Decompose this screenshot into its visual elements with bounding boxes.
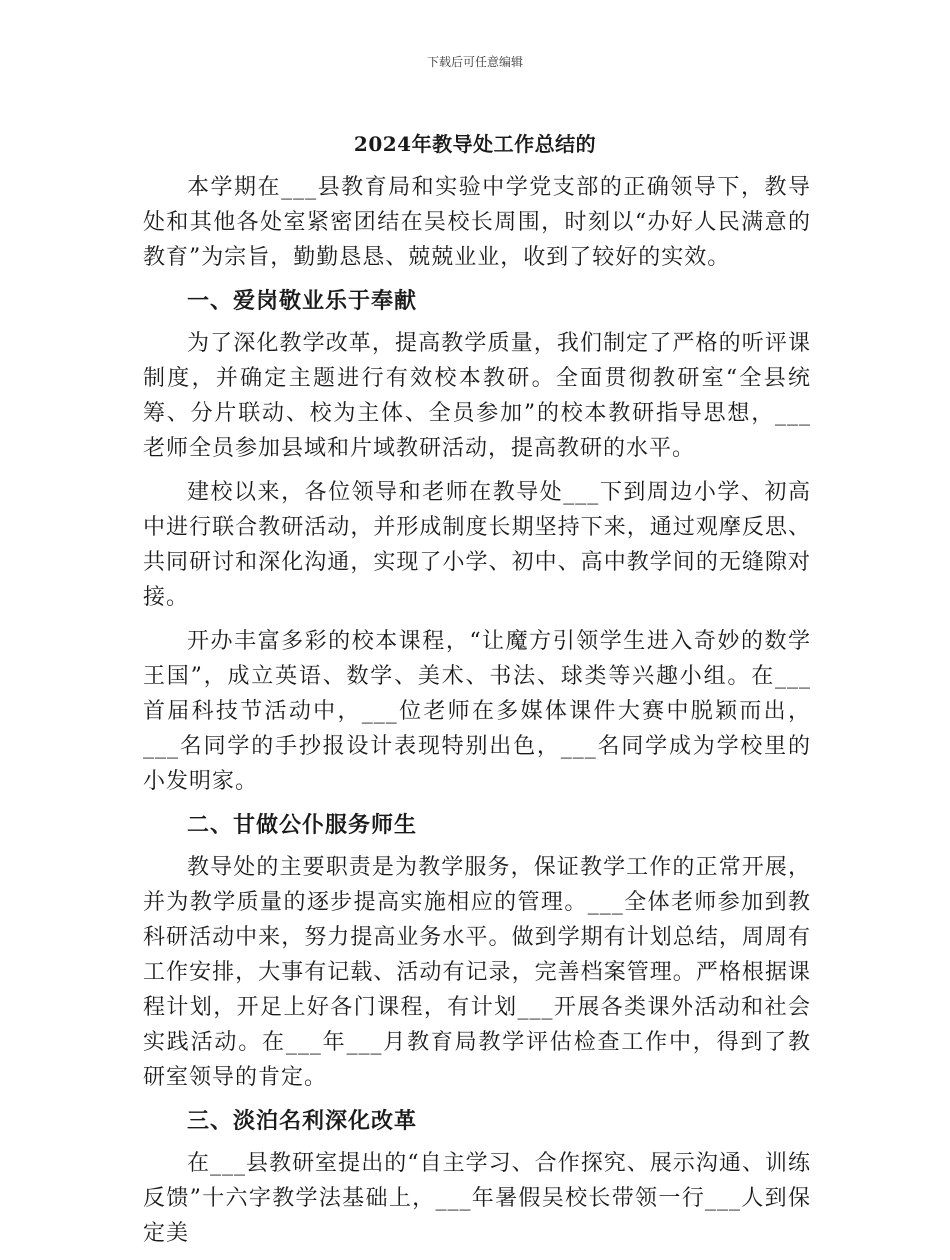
paragraph: 在___县教研室提出的“自主学习、合作探究、展示沟通、训练反馈”十六字教学法基础上，___年暑假吴校长带领一行___人到保定美 bbox=[143, 1151, 811, 1246]
paragraph: 为了深化教学改革，提高教学质量，我们制定了严格的听评课制度，并确定主题进行有效校本教研。全面贯彻教研室“全县统筹、分片联动、校为主体、全员参加”的校本教研指导思想，___老师全员参加县域和片域教研活动，提高教研的水平。 bbox=[143, 331, 811, 461]
section-heading-3: 三、淡泊名利深化改革 bbox=[187, 1108, 418, 1134]
paragraph: 开办丰富多彩的校本课程，“让魔方引领学生进入奇妙的数学王国”，成立英语、数学、美术、书法、球类等兴趣小组。在___首届科技节活动中，___位老师在多媒体课件大赛中脱颖而出，___名同学的手抄报设计表现特别出色，___名同学成为学校里的小发明家。 bbox=[143, 629, 811, 794]
document-title: 2024年教导处工作总结的 bbox=[353, 132, 597, 156]
section-heading-2: 二、甘做公仆服务师生 bbox=[187, 812, 418, 838]
paragraph: 建校以来，各位领导和老师在教导处___下到周边小学、初高中进行联合教研活动，并形成制度长期坚持下来，通过观摩反思、共同研讨和深化沟通，实现了小学、初中、高中教学间的无缝隙对接。 bbox=[143, 480, 811, 610]
paragraph: 教导处的主要职责是为教学服务，保证教学工作的正常开展，并为教学质量的逐步提高实施相应的管理。___全体老师参加到教科研活动中来，努力提高业务水平。做到学期有计划总结，周周有工作安排，大事有记载、活动有记录，完善档案管理。严格根据课程计划，开足上好各门课程，有计划___开展各类课外活动和社会实践活动。在___年___月教育局教学评估检查工作中，得到了教研室领导的肯定。 bbox=[143, 855, 811, 1090]
header-note: 下载后可任意编辑 bbox=[426, 55, 523, 69]
paragraph-intro: 本学期在___县教育局和实验中学党支部的正确领导下，教导处和其他各处室紧密团结在吴校长周围，时刻以“办好人民满意的教育”为宗旨，勤勤恳恳、兢兢业业，收到了较好的实效。 bbox=[143, 175, 811, 270]
section-heading-1: 一、爱岗敬业乐于奉献 bbox=[187, 288, 418, 314]
document-body bbox=[143, 170, 811, 1260]
